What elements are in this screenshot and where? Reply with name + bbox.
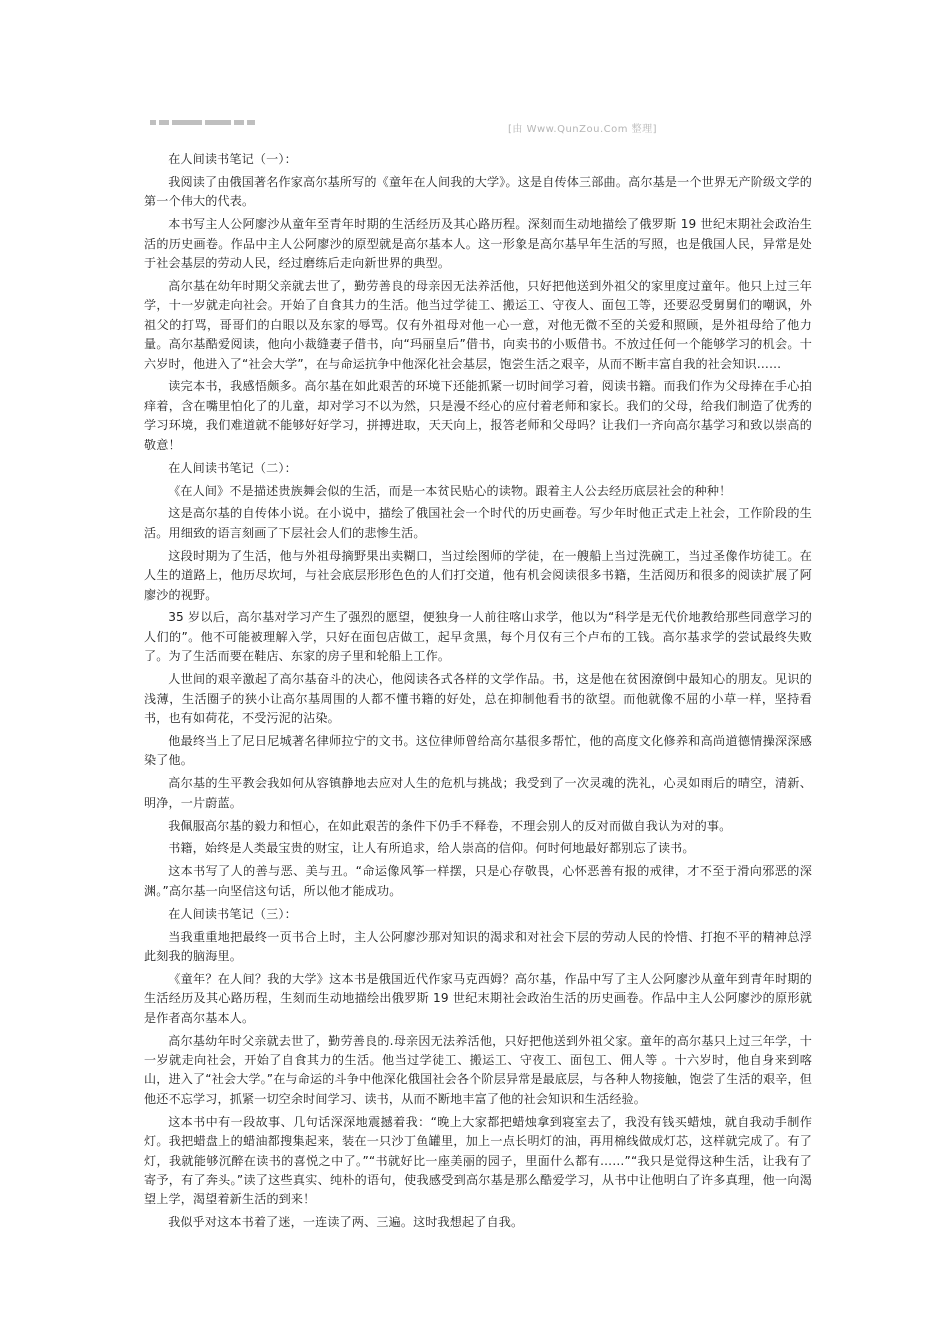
paragraph: 本书写主人公阿廖沙从童年至青年时期的生活经历及其心路历程。深刻而生动地描绘了俄罗斯 19 世纪末期社会政治生活的历史画卷。作品中主人公阿廖沙的原型就是高尔基本人。这一形象是高尔基早年生活的写照，也是俄国人民，异常是处于社会基层的劳动人民，经过磨练后走向新世界的典型。 xyxy=(144,217,812,271)
paragraph: 他最终当上了尼日尼城著名律师拉宁的文书。这位律师曾给高尔基很多帮忙，他的高度文化修养和高尚道德情操深深感染了他。 xyxy=(144,733,812,768)
section-heading: 在人间读书笔记（三）： xyxy=(168,906,297,921)
paragraph: 这本书中有一段故事、几句话深深地震撼着我：“晚上大家都把蜡烛拿到寝室去了，我没有钱买蜡烛，就自我动手制作灯。我把蜡盘上的蜡油都搜集起来，装在一只沙丁鱼罐里，加上一点长明灯的油，再用棉线做成灯芯，这样就完成了。有了灯，我就能够沉醉在读书的喜悦之中了。”“书就好比一座美丽的园子，里面什么都有……”“我只是觉得这种生活，让我有了寄予，有了奔头。”读了这些真实、纯朴的语句，使我感受到高尔基是那么酷爱学习，从书中让他明白了许多真理，他一向渴望上学，渴望着新生活的到来！ xyxy=(144,1114,812,1207)
paragraph: 书籍，始终是人类最宝贵的财宝，让人有所追求，给人崇高的信仰。何时何地最好都别忘了读书。 xyxy=(168,841,695,856)
paragraph: 这段时期为了生活，他与外祖母摘野果出卖糊口，当过绘图师的学徒，在一艘船上当过洗碗工，当过圣像作坊徒工。在人生的道路上，他历尽坎坷，与社会底层形形色色的人们打交道，他有机会阅读很多书籍，生活阅历和很多的阅读扩展了阿廖沙的视野。 xyxy=(144,548,812,602)
section-heading: 在人间读书笔记（二）： xyxy=(168,460,297,475)
paragraph: 这是高尔基的自传体小说。在小说中，描绘了俄国社会一个时代的历史画卷。写少年时他正式走上社会，工作阶段的生活。用细致的语言刻画了下层社会人们的悲惨生活。 xyxy=(144,506,812,540)
paragraph: 这本书写了人的善与恶、美与丑。“命运像风筝一样摆，只是心存敬畏，心怀恶善有报的戒律，才不至于滑向邪恶的深渊。”高尔基一向坚信这句话，所以他才能成功。 xyxy=(144,864,812,898)
paragraph: 我似乎对这本书着了迷，一连读了两、三遍。这时我想起了自我。 xyxy=(168,1215,524,1230)
paragraph: 《童年？在人间？我的大学》这本书是俄国近代作家马克西姆？高尔基，作品中写了主人公阿廖沙从童年到青年时期的生活经历及其心路历程，生刻而生动地描绘出俄罗斯 19 世纪末期社会政治生活的历史画卷。作品中主人公阿廖沙的原形就是作者高尔基本人。 xyxy=(144,971,812,1025)
paragraph: 读完本书，我感悟颇多。高尔基在如此艰苦的环境下还能抓紧一切时间学习着，阅读书籍。而我们作为父母捧在手心拍痒着，含在嘴里怕化了的儿童，却对学习不以为然，只是漫不经心的应付着老师和家长。我们的父母，给我们制造了优秀的学习环境，我们难道就不能够好好学习，拼搏进取，天天向上，报答老师和父母吗？让我们一齐向高尔基学习和致以崇高的敬意！ xyxy=(144,379,812,452)
paragraph: 高尔基的生平教会我如何从容镇静地去应对人生的危机与挑战；我受到了一次灵魂的洗礼，心灵如雨后的晴空，清新、明净，一片蔚蓝。 xyxy=(144,776,812,810)
paragraph: 高尔基在幼年时期父亲就去世了，勤劳善良的母亲因无法养活他，只好把他送到外祖父的家里度过童年。他只上过三年学，十一岁就走向社会。开始了自食其力的生活。他当过学徒工、搬运工、守夜人、面包工等，还要忍受舅舅们的嘲讽，外祖父的打骂，哥哥们的白眼以及东家的辱骂。仅有外祖母对他一心一意，对他无微不至的关爱和照顾，是外祖母给了他力量。高尔基酷爱阅读，他向小裁缝妻子借书，向“玛丽皇后”借书，向卖书的小贩借书。不放过任何一个能够学习的机会。十六岁时，他进入了“社会大学”，在与命运抗争中他深化社会基层，饱尝生活之艰辛，从而不断丰富自我的社会知识…… xyxy=(144,278,812,371)
source-note: [由 Www.QunZou.Com 整理] xyxy=(508,124,658,135)
paragraph: 人世间的艰辛激起了高尔基奋斗的决心，他阅读各式各样的文学作品。书，这是他在贫困潦倒中最知心的朋友。见识的浅薄，生活圈子的狭小让高尔基周围的人都不懂书籍的好处，总在抑制他看书的欲望。而他就像不屈的小草一样，坚持看书，也有如荷花，不受污泥的沾染。 xyxy=(144,672,812,725)
paragraph: 高尔基幼年时父亲就去世了，勤劳善良的.母亲因无法养活他，只好把他送到外祖父家。童年的高尔基只上过三年学，十一岁就走向社会，开始了自食其力的生活。他当过学徒工、搬运工、守夜工、面包工、佣人等 。十六岁时，他自身来到喀山，进入了“社会大学。”在与命运的斗争中他深化俄国社会各个阶层异常是最底层，与各种人物接触，饱尝了生活的艰辛，但他还不忘学习，抓紧一切空余时间学习、读书，从而不断地丰富了他的社会知识和生活经验。 xyxy=(144,1033,812,1106)
paragraph: 当我重重地把最终一页书合上时，主人公阿廖沙那对知识的渴求和对社会下层的劳动人民的怜惜、打抱不平的精神总浮此刻我的脑海里。 xyxy=(144,929,812,963)
paragraph: 我佩服高尔基的毅力和恒心，在如此艰苦的条件下仍手不释卷，不理会别人的反对而做自我认为对的事。 xyxy=(168,818,732,833)
document-body xyxy=(144,150,812,1236)
faint-header-marks xyxy=(150,112,270,120)
paragraph: 35 岁以后，高尔基对学习产生了强烈的愿望，便独身一人前往喀山求学，他以为“科学是无代价地教给那些同意学习的人们的”。他不可能被理解入学，只好在面包店做工，起早贪黑，每个月仅有三个卢布的工钱。高尔基求学的尝试最终失败了。为了生活而要在鞋店、东家的房子里和轮船上工作。 xyxy=(144,610,812,664)
section-heading: 在人间读书笔记（一）： xyxy=(168,152,297,166)
paragraph: 《在人间》不是描述贵族舞会似的生活，而是一本贫民贴心的读物。跟着主人公去经历底层社会的种种！ xyxy=(168,483,732,498)
paragraph: 我阅读了由俄国著名作家高尔基所写的《童年在人间我的大学》。这是自传体三部曲。高尔基是一个世界无产阶级文学的第一个伟大的代表。 xyxy=(144,174,812,209)
